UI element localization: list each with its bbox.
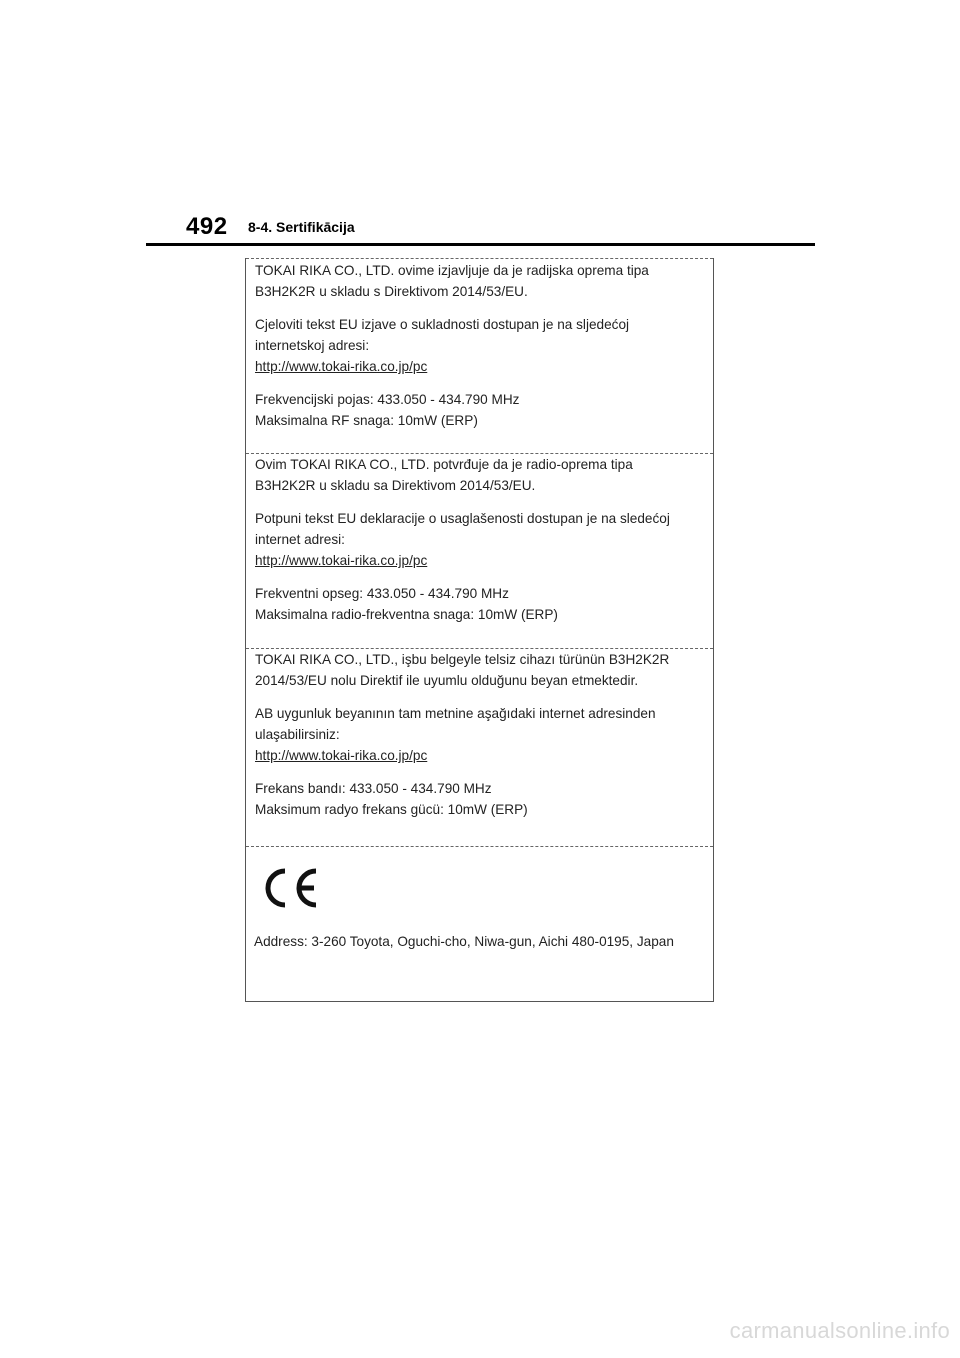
ce-block-divider — [246, 846, 713, 847]
statement-line: Ovim TOKAI RIKA CO., LTD. potvrđuje da je radio-oprema tipa — [255, 457, 633, 472]
top-divider — [246, 258, 713, 259]
statement-line: B3H2K2R u skladu sa Direktivom 2014/53/EU. — [255, 478, 536, 493]
power-line: Maksimalna RF snaga: 10mW (ERP) — [255, 413, 478, 428]
certification-block-croatian — [246, 260, 713, 431]
frequency-line: Frekvencijski pojas: 433.050 - 434.790 MHz — [255, 392, 520, 407]
page-header — [0, 0, 960, 250]
declaration-link[interactable]: http://www.tokai-rika.co.jp/pc — [255, 359, 428, 374]
frequency-line: Frekventni opseg: 433.050 - 434.790 MHz — [255, 586, 509, 601]
ce-mark-icon — [263, 866, 323, 910]
access-line: Potpuni tekst EU deklaracije o usaglašenosti dostupan je na sledećoj — [255, 511, 670, 526]
section-title: 8-4. Sertifikācija — [248, 219, 355, 235]
certification-block-turkish — [246, 648, 713, 820]
access-line: Cjeloviti tekst EU izjave o sukladnosti dostupan je na sljedećoj — [255, 317, 630, 332]
access-line: AB uygunluk beyanının tam metnine aşağıdaki internet adresinden — [255, 706, 656, 721]
declaration-link[interactable]: http://www.tokai-rika.co.jp/pc — [255, 553, 428, 568]
manufacturer-address: Address: 3-260 Toyota, Oguchi-cho, Niwa-gun, Aichi 480-0195, Japan — [254, 934, 674, 949]
power-line: Maksimum radyo frekans gücü: 10mW (ERP) — [255, 802, 528, 817]
frequency-line: Frekans bandı: 433.050 - 434.790 MHz — [255, 781, 492, 796]
access-line: ulaşabilirsiniz: — [255, 727, 340, 742]
statement-line: TOKAI RIKA CO., LTD. ovime izjavljuje da je radijska oprema tipa — [255, 263, 649, 278]
access-line: internetskoj adresi: — [255, 338, 370, 353]
access-line: internet adresi: — [255, 532, 345, 547]
declaration-link[interactable]: http://www.tokai-rika.co.jp/pc — [255, 748, 428, 763]
statement-line: B3H2K2R u skladu s Direktivom 2014/53/EU. — [255, 284, 528, 299]
statement-line: TOKAI RIKA CO., LTD., işbu belgeyle telsiz cihazı türünün B3H2K2R — [255, 652, 670, 667]
certification-block-serbian — [246, 453, 713, 625]
page-number: 492 — [186, 213, 228, 240]
header-divider — [146, 243, 815, 246]
statement-line: 2014/53/EU nolu Direktif ile uyumlu olduğunu beyan etmektedir. — [255, 673, 639, 688]
power-line: Maksimalna radio-frekventna snaga: 10mW (ERP) — [255, 607, 558, 622]
watermark: carmanualsonline.info — [729, 1318, 950, 1343]
